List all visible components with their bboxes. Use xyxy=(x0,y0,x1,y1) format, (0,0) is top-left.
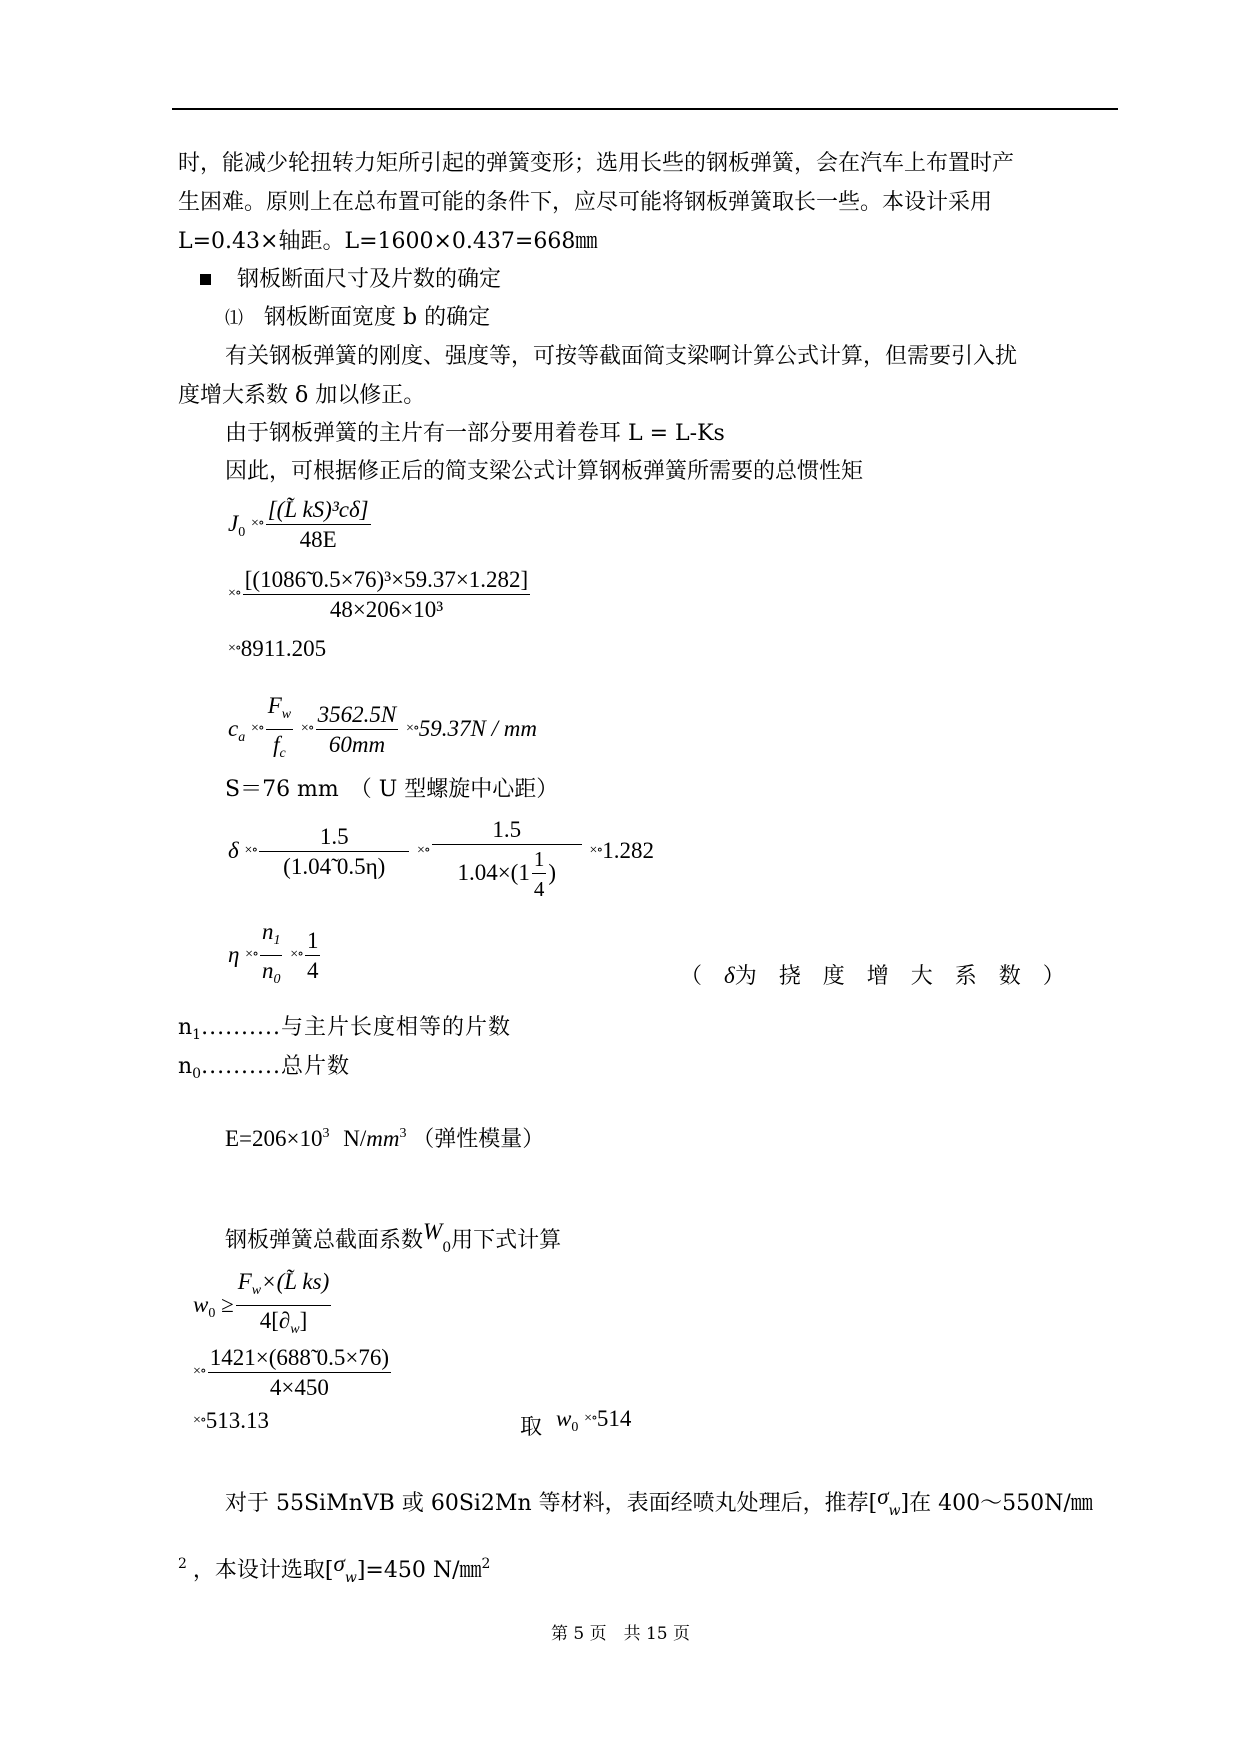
closing-text: ，本设计选取[ xyxy=(192,1558,334,1583)
denominator: 4×450 xyxy=(269,1375,329,1400)
equals-glyph: ×∘ xyxy=(250,515,264,531)
numerator: 3562.5N xyxy=(316,701,399,730)
symbol-j: J xyxy=(228,510,239,536)
equation-ca xyxy=(228,692,537,769)
section-heading-text: 钢板断面尺寸及片数的确定 xyxy=(237,267,502,292)
subsection-number: ⑴ xyxy=(225,308,243,329)
inner-fraction xyxy=(532,845,547,904)
equals-glyph: ×∘ xyxy=(589,842,603,858)
symbol-f: F xyxy=(237,1269,252,1294)
result-value: 59.37N / mm xyxy=(418,715,537,741)
result-value: 1.282 xyxy=(602,837,654,863)
equals-glyph: ×∘ xyxy=(250,720,264,736)
denominator-text: 1.04×(1 xyxy=(457,859,530,885)
subscript: 0 xyxy=(238,524,246,540)
paragraph-line: 有关钢板弹簧的刚度、强度等，可按等截面简支梁啊计算公式计算，但需要引入扰 xyxy=(225,344,1018,369)
symbol-sigma: σ xyxy=(333,1551,345,1576)
subscript: a xyxy=(238,729,246,745)
denominator: 48×206×10³ xyxy=(329,597,444,622)
symbol-n: n xyxy=(178,1015,193,1040)
subscript: c xyxy=(279,746,286,761)
denominator-text: 4[∂ xyxy=(259,1308,291,1333)
fraction xyxy=(236,1268,332,1345)
denominator-text: ] xyxy=(299,1308,308,1333)
e-definition xyxy=(225,1118,544,1156)
subscript: w xyxy=(344,1570,357,1586)
subsection-heading-text: 钢板断面宽度 b 的确定 xyxy=(264,305,491,330)
symbol-delta: δ xyxy=(228,837,239,863)
numerator: 1 xyxy=(532,845,547,874)
numerator: 1.5 xyxy=(259,823,409,852)
equals-glyph: ×∘ xyxy=(416,842,430,858)
subscript: 0 xyxy=(273,972,281,987)
equation-w0-result xyxy=(193,1408,269,1434)
equals-glyph: ×∘ xyxy=(290,946,303,962)
denominator xyxy=(266,730,293,769)
e-note: （弹性模量） xyxy=(412,1127,545,1152)
paragraph-line: 度增大系数 δ 加以修正。 xyxy=(178,383,426,408)
header-rule xyxy=(172,108,1118,110)
subscript: 1 xyxy=(273,933,281,948)
symbol-n: n xyxy=(261,919,274,944)
subscript: 0 xyxy=(571,1420,579,1435)
w0-intro-text: 用下式计算 xyxy=(451,1228,562,1253)
paren-close: ） xyxy=(1042,964,1065,989)
symbol-w: w xyxy=(556,1406,572,1431)
denominator: 4 xyxy=(306,958,319,983)
symbol-eta: η xyxy=(228,941,240,967)
symbol-n: n xyxy=(261,958,274,983)
symbol-w: w xyxy=(193,1291,209,1317)
square-bullet-icon xyxy=(200,274,211,285)
symbol-n: n xyxy=(178,1054,193,1079)
w0-intro-text: 钢板弹簧总截面系数 xyxy=(225,1228,424,1253)
equals-glyph: ×∘ xyxy=(228,585,241,601)
symbol-w: W xyxy=(423,1219,443,1244)
equals-glyph: ×∘ xyxy=(584,1411,597,1426)
equation-j0-step2 xyxy=(228,566,532,625)
fraction xyxy=(266,692,293,769)
denominator xyxy=(432,845,582,904)
symbol-f: f xyxy=(273,732,280,757)
equals-glyph: ×∘ xyxy=(406,720,419,736)
e-unit-mm: mm xyxy=(366,1126,400,1151)
equals-glyph: ×∘ xyxy=(300,720,314,736)
subscript: w xyxy=(281,707,292,722)
symbol-delta: δ xyxy=(724,963,735,988)
take-label: 取 xyxy=(520,1415,543,1440)
take-value: 514 xyxy=(596,1406,632,1431)
e-value: E=206×10 xyxy=(225,1126,323,1151)
closing-line-1 xyxy=(225,1481,1093,1527)
n0-definition xyxy=(178,1051,350,1090)
fraction xyxy=(260,918,283,995)
equation-eta xyxy=(228,918,322,995)
fraction xyxy=(316,701,399,760)
numerator: [(L̃ kS)³cδ] xyxy=(266,496,371,525)
paragraph-line: 生困难。原则上在总布置可能的条件下，应尽可能将钢板弹簧取长一些。本设计采用 xyxy=(178,190,993,215)
closing-text: 对于 55SiMnVB 或 60Si2Mn 等材料，表面经喷丸处理后，推荐[ xyxy=(225,1491,878,1516)
n1-definition xyxy=(178,1012,511,1051)
subscript: 1 xyxy=(192,1027,202,1043)
numerator: 1.5 xyxy=(432,816,582,845)
equals-glyph: ×∘ xyxy=(228,641,241,656)
denominator: (1.04̃ 0.5η) xyxy=(283,854,386,879)
paragraph-line: L=0.43×轴距。L=1600×0.437=668㎜ xyxy=(178,229,598,254)
page-footer: 第 5 页 共 15 页 xyxy=(550,1624,691,1644)
superscript: 3 xyxy=(322,1126,330,1141)
denominator-text: ) xyxy=(548,859,557,885)
denominator: 60mm xyxy=(328,732,386,757)
paragraph-line: 时，能减少轮扭转力矩所引起的弹簧变形；选用长些的钢板弹簧，会在汽车上布置时产 xyxy=(178,151,1015,176)
numerator xyxy=(266,692,293,730)
equals-glyph: ×∘ xyxy=(244,842,258,858)
fraction xyxy=(305,927,321,986)
subscript: w xyxy=(290,1322,300,1337)
closing-line-2 xyxy=(178,1548,490,1594)
w0-take xyxy=(520,1406,631,1441)
geq-glyph: ≥ xyxy=(221,1291,234,1317)
e-unit: N/ xyxy=(337,1126,367,1151)
fraction xyxy=(432,816,582,904)
equals-glyph: ×∘ xyxy=(245,946,258,962)
denominator xyxy=(260,956,283,995)
fraction xyxy=(259,823,409,882)
n1-text: ..........与主片长度相等的片数 xyxy=(201,1015,512,1040)
equation-j0 xyxy=(228,496,373,555)
closing-text: ]在 400～550N/㎜ xyxy=(900,1491,1093,1516)
closing-text: ]=450 N/㎜ xyxy=(356,1558,482,1583)
fraction xyxy=(243,566,530,625)
result-value: 513.13 xyxy=(205,1408,270,1433)
delta-note-text: 为挠度增大系数 xyxy=(734,964,1043,989)
subscript: w xyxy=(251,1283,262,1298)
numerator-rest: ×(L̃ ks) xyxy=(261,1269,330,1294)
equation-j0-result xyxy=(228,636,326,662)
numerator: 1421×(688̃ 0.5×76) xyxy=(208,1344,391,1373)
result-value: 8911.205 xyxy=(240,636,327,661)
symbol-c: c xyxy=(228,715,239,741)
equation-w0-step2 xyxy=(193,1344,393,1403)
denominator xyxy=(236,1306,332,1345)
subsection-heading xyxy=(225,302,490,335)
w0-intro xyxy=(225,1216,561,1264)
subscript: 0 xyxy=(208,1305,216,1321)
fraction xyxy=(266,496,371,555)
subscript: 0 xyxy=(442,1240,452,1256)
paragraph-line: 由于钢板弹簧的主片有一部分要用着卷耳 L = L-Ks xyxy=(225,421,725,446)
numerator xyxy=(236,1268,332,1306)
paragraph-line: 因此，可根据修正后的简支梁公式计算钢板弹簧所需要的总惯性矩 xyxy=(225,459,864,484)
superscript: 3 xyxy=(399,1126,407,1141)
numerator xyxy=(260,918,283,956)
subscript: 0 xyxy=(192,1066,202,1082)
symbol-f: F xyxy=(267,693,282,718)
equation-delta xyxy=(228,816,654,904)
paren-open: （ xyxy=(680,964,703,989)
numerator: 1 xyxy=(305,927,321,956)
symbol-sigma: σ xyxy=(877,1484,889,1509)
denominator: 4 xyxy=(533,877,545,901)
s-definition: S＝76 mm （ U 型螺旋中心距） xyxy=(225,777,559,802)
equals-glyph: ×∘ xyxy=(193,1363,206,1379)
denominator: 48E xyxy=(299,527,337,552)
superscript: 2 xyxy=(481,1556,491,1572)
superscript: 2 xyxy=(178,1556,187,1572)
equals-glyph: ×∘ xyxy=(193,1413,206,1428)
delta-note xyxy=(680,960,1065,993)
numerator: [(1086̃ 0.5×76)³×59.37×1.282] xyxy=(243,566,530,595)
section-heading xyxy=(200,264,501,296)
fraction xyxy=(208,1344,391,1403)
n0-text: ..........总片数 xyxy=(201,1054,351,1079)
subscript: w xyxy=(888,1503,901,1519)
equation-w0 xyxy=(193,1268,333,1345)
